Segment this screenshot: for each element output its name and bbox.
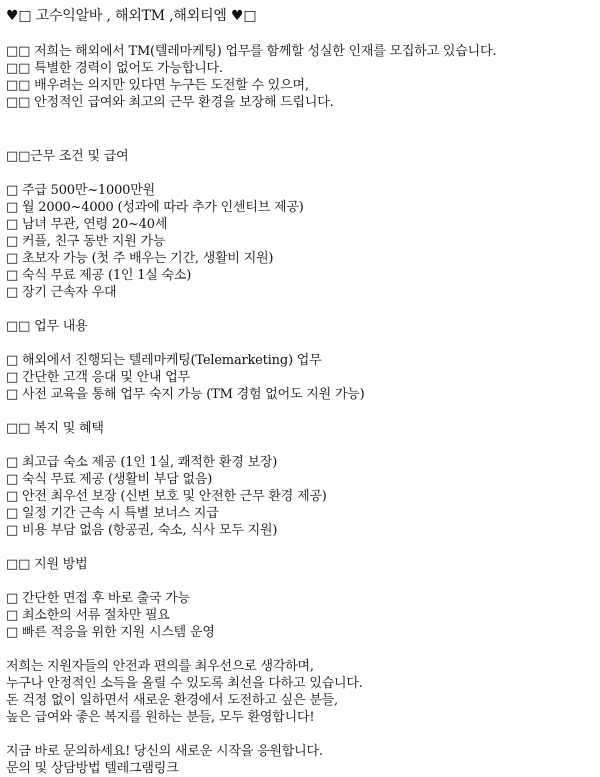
spacer (6, 539, 596, 556)
spacer (6, 131, 596, 148)
intro-line: □□ 배우려는 의지만 있다면 누구든 도전할 수 있으며, (6, 78, 309, 93)
closing-line: 누구나 안정적인 소득을 올릴 수 있도록 최선을 다하고 있습니다. (6, 676, 363, 691)
list-item: □ 월 2000~4000 (성과에 따라 추가 인센티브 제공) (6, 200, 304, 215)
job-posting-document (6, 6, 596, 777)
list-item: □ 사전 교육을 통해 업무 숙지 가능 (TM 경험 없어도 지원 가능) (6, 387, 365, 402)
spacer (6, 335, 596, 352)
intro-line: □□ 저희는 해외에서 TM(텔레마케팅) 업무를 함께할 성실한 인재를 모집하고 있습니다. (6, 44, 497, 59)
closing-block (6, 658, 596, 726)
list-item: □ 해외에서 진행되는 텔레마케팅(Telemarketing) 업무 (6, 353, 322, 368)
contact-line: 문의 및 상담방법 텔레그램링크 (6, 761, 179, 776)
intro-line: □□ 특별한 경력이 없어도 가능합니다. (6, 61, 223, 76)
spacer (6, 165, 596, 182)
list-item: □ 숙식 무료 제공 (1인 1실 숙소) (6, 268, 192, 283)
spacer (6, 573, 596, 590)
list-item: □ 간단한 면접 후 바로 출국 가능 (6, 591, 190, 606)
footer-line: 지금 바로 문의하세요! 당신의 새로운 시작을 응원합니다. (6, 744, 323, 759)
list-item: □ 초보자 가능 (첫 주 배우는 기간, 생활비 지원) (6, 251, 274, 266)
section-heading: □□ 복지 및 혜택 (6, 421, 104, 436)
closing-line: 저희는 지원자들의 안전과 편의를 최우선으로 생각하며, (6, 659, 314, 674)
list-item: □ 간단한 고객 응대 및 안내 업무 (6, 370, 190, 385)
intro-line: □□ 안정적인 급여와 최고의 근무 환경을 보장해 드립니다. (6, 95, 334, 110)
conditions-section (6, 148, 596, 301)
spacer (6, 403, 596, 420)
section-heading: □□ 업무 내용 (6, 319, 88, 334)
section-heading: □□근무 조건 및 급여 (6, 149, 129, 164)
list-item: □ 남녀 무관, 연령 20~40세 (6, 217, 168, 232)
list-item: □ 빠른 적응을 위한 지원 시스템 운영 (6, 625, 215, 640)
list-item: □ 주급 500만~1000만원 (6, 183, 155, 198)
list-item: □ 최소한의 서류 절차만 필요 (6, 608, 170, 623)
list-item: □ 비용 부담 없음 (항공권, 숙소, 식사 모두 지원) (6, 523, 278, 538)
duties-section (6, 318, 596, 403)
list-item: □ 일정 기간 근속 시 특별 보너스 지급 (6, 506, 219, 521)
benefits-section (6, 420, 596, 539)
spacer (6, 641, 596, 658)
list-item: □ 안전 최우선 보장 (신변 보호 및 안전한 근무 환경 제공) (6, 489, 327, 504)
spacer (6, 301, 596, 318)
spacer (6, 726, 596, 743)
spacer (6, 26, 596, 43)
footer-block (6, 743, 596, 777)
list-item: □ 숙식 무료 제공 (생활비 부담 없음) (6, 472, 213, 487)
list-item: □ 커플, 친구 동반 지원 가능 (6, 234, 166, 249)
list-item: □ 최고급 숙소 제공 (1인 1실, 쾌적한 환경 보장) (6, 455, 278, 470)
apply-section (6, 556, 596, 641)
spacer (6, 437, 596, 454)
posting-title: ♥□ 고수익알바 , 해외TM ,해외티엠 ♥□ (6, 8, 257, 24)
closing-line: 높은 급여와 좋은 복지를 원하는 분들, 모두 환영합니다! (6, 710, 315, 725)
intro-block (6, 43, 596, 111)
list-item: □ 장기 근속자 우대 (6, 285, 117, 300)
closing-line: 돈 걱정 없이 일하면서 새로운 환경에서 도전하고 싶은 분들, (6, 693, 338, 708)
spacer (6, 111, 596, 131)
section-heading: □□ 지원 방법 (6, 557, 88, 572)
